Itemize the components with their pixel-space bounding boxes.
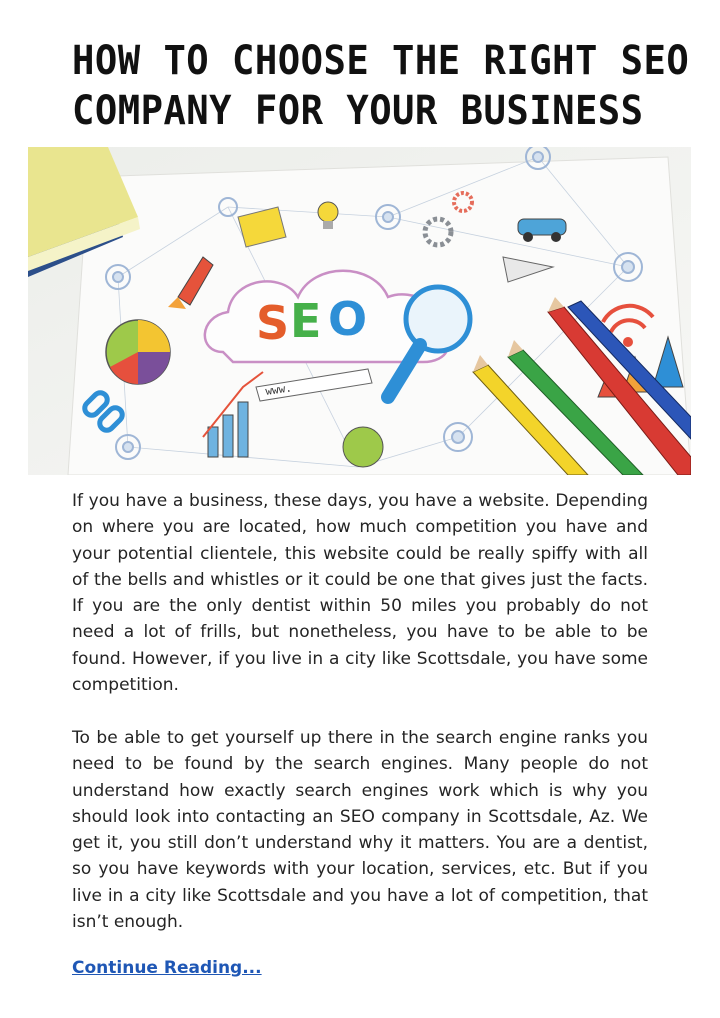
seo-letter-o: O <box>328 292 368 346</box>
pie-chart-icon <box>106 320 170 384</box>
article-title <box>72 36 690 136</box>
avatar-circle <box>343 427 383 467</box>
seo-letter-e: E <box>290 294 322 348</box>
title-line-2: COMPANY FOR YOUR BUSINESS <box>72 88 644 134</box>
article-paragraph-1: If you have a business, these days, you have a website. Depending on where you are located, how much competition you have and your potential clientele, this website could be really spiffy with all of the bells and whistles or it could be one that gives just the facts. If you are the only dentist within 50 miles you probably do not need a lot of frills, but nonetheless, you have to be able to be found. However, if you live in a city like Scottsdale, you have some competition. <box>72 491 648 696</box>
article-paragraph-2: To be able to get yourself up there in the search engine ranks you need to be found by the search engines. Many people do not understand how exactly search engines work which is why you should look into contacting an SEO company in Scottsdale, Az. We get it, you still don’t understand why it matters. You are a dentist, so you have keywords with your location, services, etc. But if you live in a city like Scottsdale and you have a lot of competition, that isn’t enough. <box>72 728 648 933</box>
hero-image <box>28 147 691 475</box>
seo-letter-s: S <box>256 296 290 350</box>
continue-reading-link[interactable]: Continue Reading... <box>72 958 262 978</box>
title-line-1: HOW TO CHOOSE THE RIGHT SEO <box>72 38 690 84</box>
url-text: www. <box>264 381 293 398</box>
